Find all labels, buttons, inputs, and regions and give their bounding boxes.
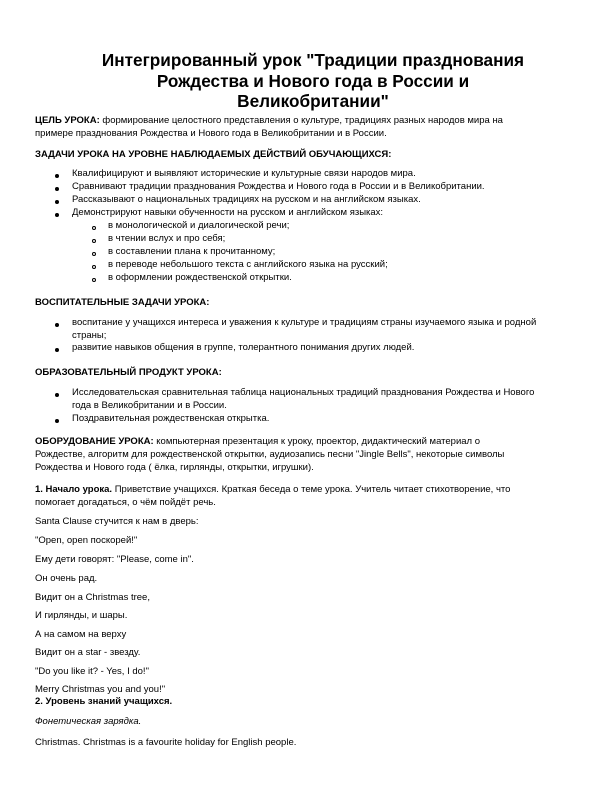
title-line-1: Интегрированный урок "Традиции празднования [101, 50, 525, 70]
poem-line: Видит он a Christmas tree, [35, 592, 150, 603]
equipment-text-1: компьютерная презентация к уроку, проектор, дидактический материал о [156, 436, 481, 447]
poem-line: А на самом на верху [35, 629, 127, 640]
goal-paragraph [35, 115, 503, 128]
bullet-icon [55, 174, 59, 178]
poem-line: И гирлянды, и шары. [35, 610, 128, 621]
title-line-2: Рождества и Нового года в России и [156, 70, 470, 91]
bullet-icon [55, 348, 59, 352]
circle-bullet-icon [92, 252, 96, 256]
tasks-heading: ЗАДАЧИ УРОКА НА УРОВНЕ НАБЛЮДАЕМЫХ ДЕЙСТВИЙ ОБУЧАЮЩИХСЯ: [35, 149, 392, 160]
poem-line: "Open, open поскорей!" [35, 535, 138, 546]
poem-line: Он очень рад. [35, 573, 98, 584]
educational-item-1-line-2: страны; [72, 330, 107, 341]
christmas-text: Christmas. Christmas is a favourite holiday for English people. [35, 737, 297, 748]
poem-line: Merry Christmas you and you!" [35, 684, 166, 695]
bullet-icon [55, 200, 59, 204]
start-label: 1. Начало урока. [35, 484, 113, 495]
task-subitem-3: в составлении плана к прочитанному; [108, 246, 276, 257]
level-heading: 2. Уровень знаний учащихся. [35, 696, 173, 707]
circle-bullet-icon [92, 278, 96, 282]
poem-line: Ему дети говорят: "Please, come in". [35, 554, 194, 565]
poem-line: Santa Clause стучится к нам в дверь: [35, 516, 199, 527]
task-subitem-1: в монологической и диалогической речи; [108, 220, 290, 231]
poem-line: "Do you like it? - Yes, I do!" [35, 666, 149, 677]
bullet-icon [55, 323, 59, 327]
equipment-paragraph [35, 436, 480, 449]
task-subitem-2: в чтении вслух и про себя; [108, 233, 226, 244]
bullet-icon [55, 213, 59, 217]
phonetic-heading: Фонетическая зарядка. [35, 716, 142, 727]
poem-line: Видит он a star - звезду. [35, 647, 141, 658]
equipment-text-3: Рождества и Нового года ( ёлка, гирлянды, открытки, игрушки). [35, 462, 314, 473]
task-item-3: Рассказывают о национальных традициях на русском и на английском языках. [72, 194, 421, 205]
task-subitem-4: в переводе небольшого текста с английского языка на русский; [108, 259, 388, 270]
start-paragraph [35, 484, 510, 497]
circle-bullet-icon [92, 265, 96, 269]
bullet-icon [55, 393, 59, 397]
task-item-2: Сравнивают традиции празднования Рождества и Нового года в России и в Великобритании. [72, 181, 485, 192]
product-heading: ОБРАЗОВАТЕЛЬНЫЙ ПРОДУКТ УРОКА: [35, 367, 222, 378]
goal-text-2: примере празднования Рождества и Нового года в Великобритании и в России. [35, 128, 387, 139]
circle-bullet-icon [92, 226, 96, 230]
product-item-1-line-2: года в Великобритании и в России. [72, 400, 227, 411]
task-item-4: Демонстрируют навыки обученности на русском и английском языках: [72, 207, 384, 218]
goal-label: ЦЕЛЬ УРОКА: [35, 115, 100, 126]
page-title [40, 50, 586, 112]
task-item-1: Квалифицируют и выявляют исторические и культурные связи народов мира. [72, 168, 416, 179]
educational-item-1-line-1: воспитание у учащихся интереса и уважения к культуре и традициям страны изучаемого языка и родной [72, 317, 537, 328]
goal-text-1: формирование целостного представления о культуре, традициях разных народов мира на [102, 115, 503, 126]
equipment-text-2: Рождестве, алгоритм для рождественской открытки, аудиозапись песни "Jingle Bells", некоторые символы [35, 449, 505, 460]
educational-heading: ВОСПИТАТЕЛЬНЫЕ ЗАДАЧИ УРОКА: [35, 297, 210, 308]
bullet-icon [55, 187, 59, 191]
bullet-icon [55, 419, 59, 423]
title-line-3: Великобритании" [237, 91, 389, 111]
educational-item-2: развитие навыков общения в группе, толерантного понимания других людей. [72, 342, 415, 353]
product-item-1-line-1: Исследовательская сравнительная таблица национальных традиций празднования Рождества и Нового [72, 387, 535, 398]
start-text-2: помогает догадаться, о чём пойдёт речь. [35, 497, 216, 508]
task-subitem-5: в оформлении рождественской открытки. [108, 272, 292, 283]
circle-bullet-icon [92, 239, 96, 243]
product-item-2: Поздравительная рождественская открытка. [72, 413, 270, 424]
equipment-label: ОБОРУДОВАНИЕ УРОКА: [35, 436, 154, 447]
start-text-1: Приветствие учащихся. Краткая беседа о теме урока. Учитель читает стихотворение, что [114, 484, 511, 495]
